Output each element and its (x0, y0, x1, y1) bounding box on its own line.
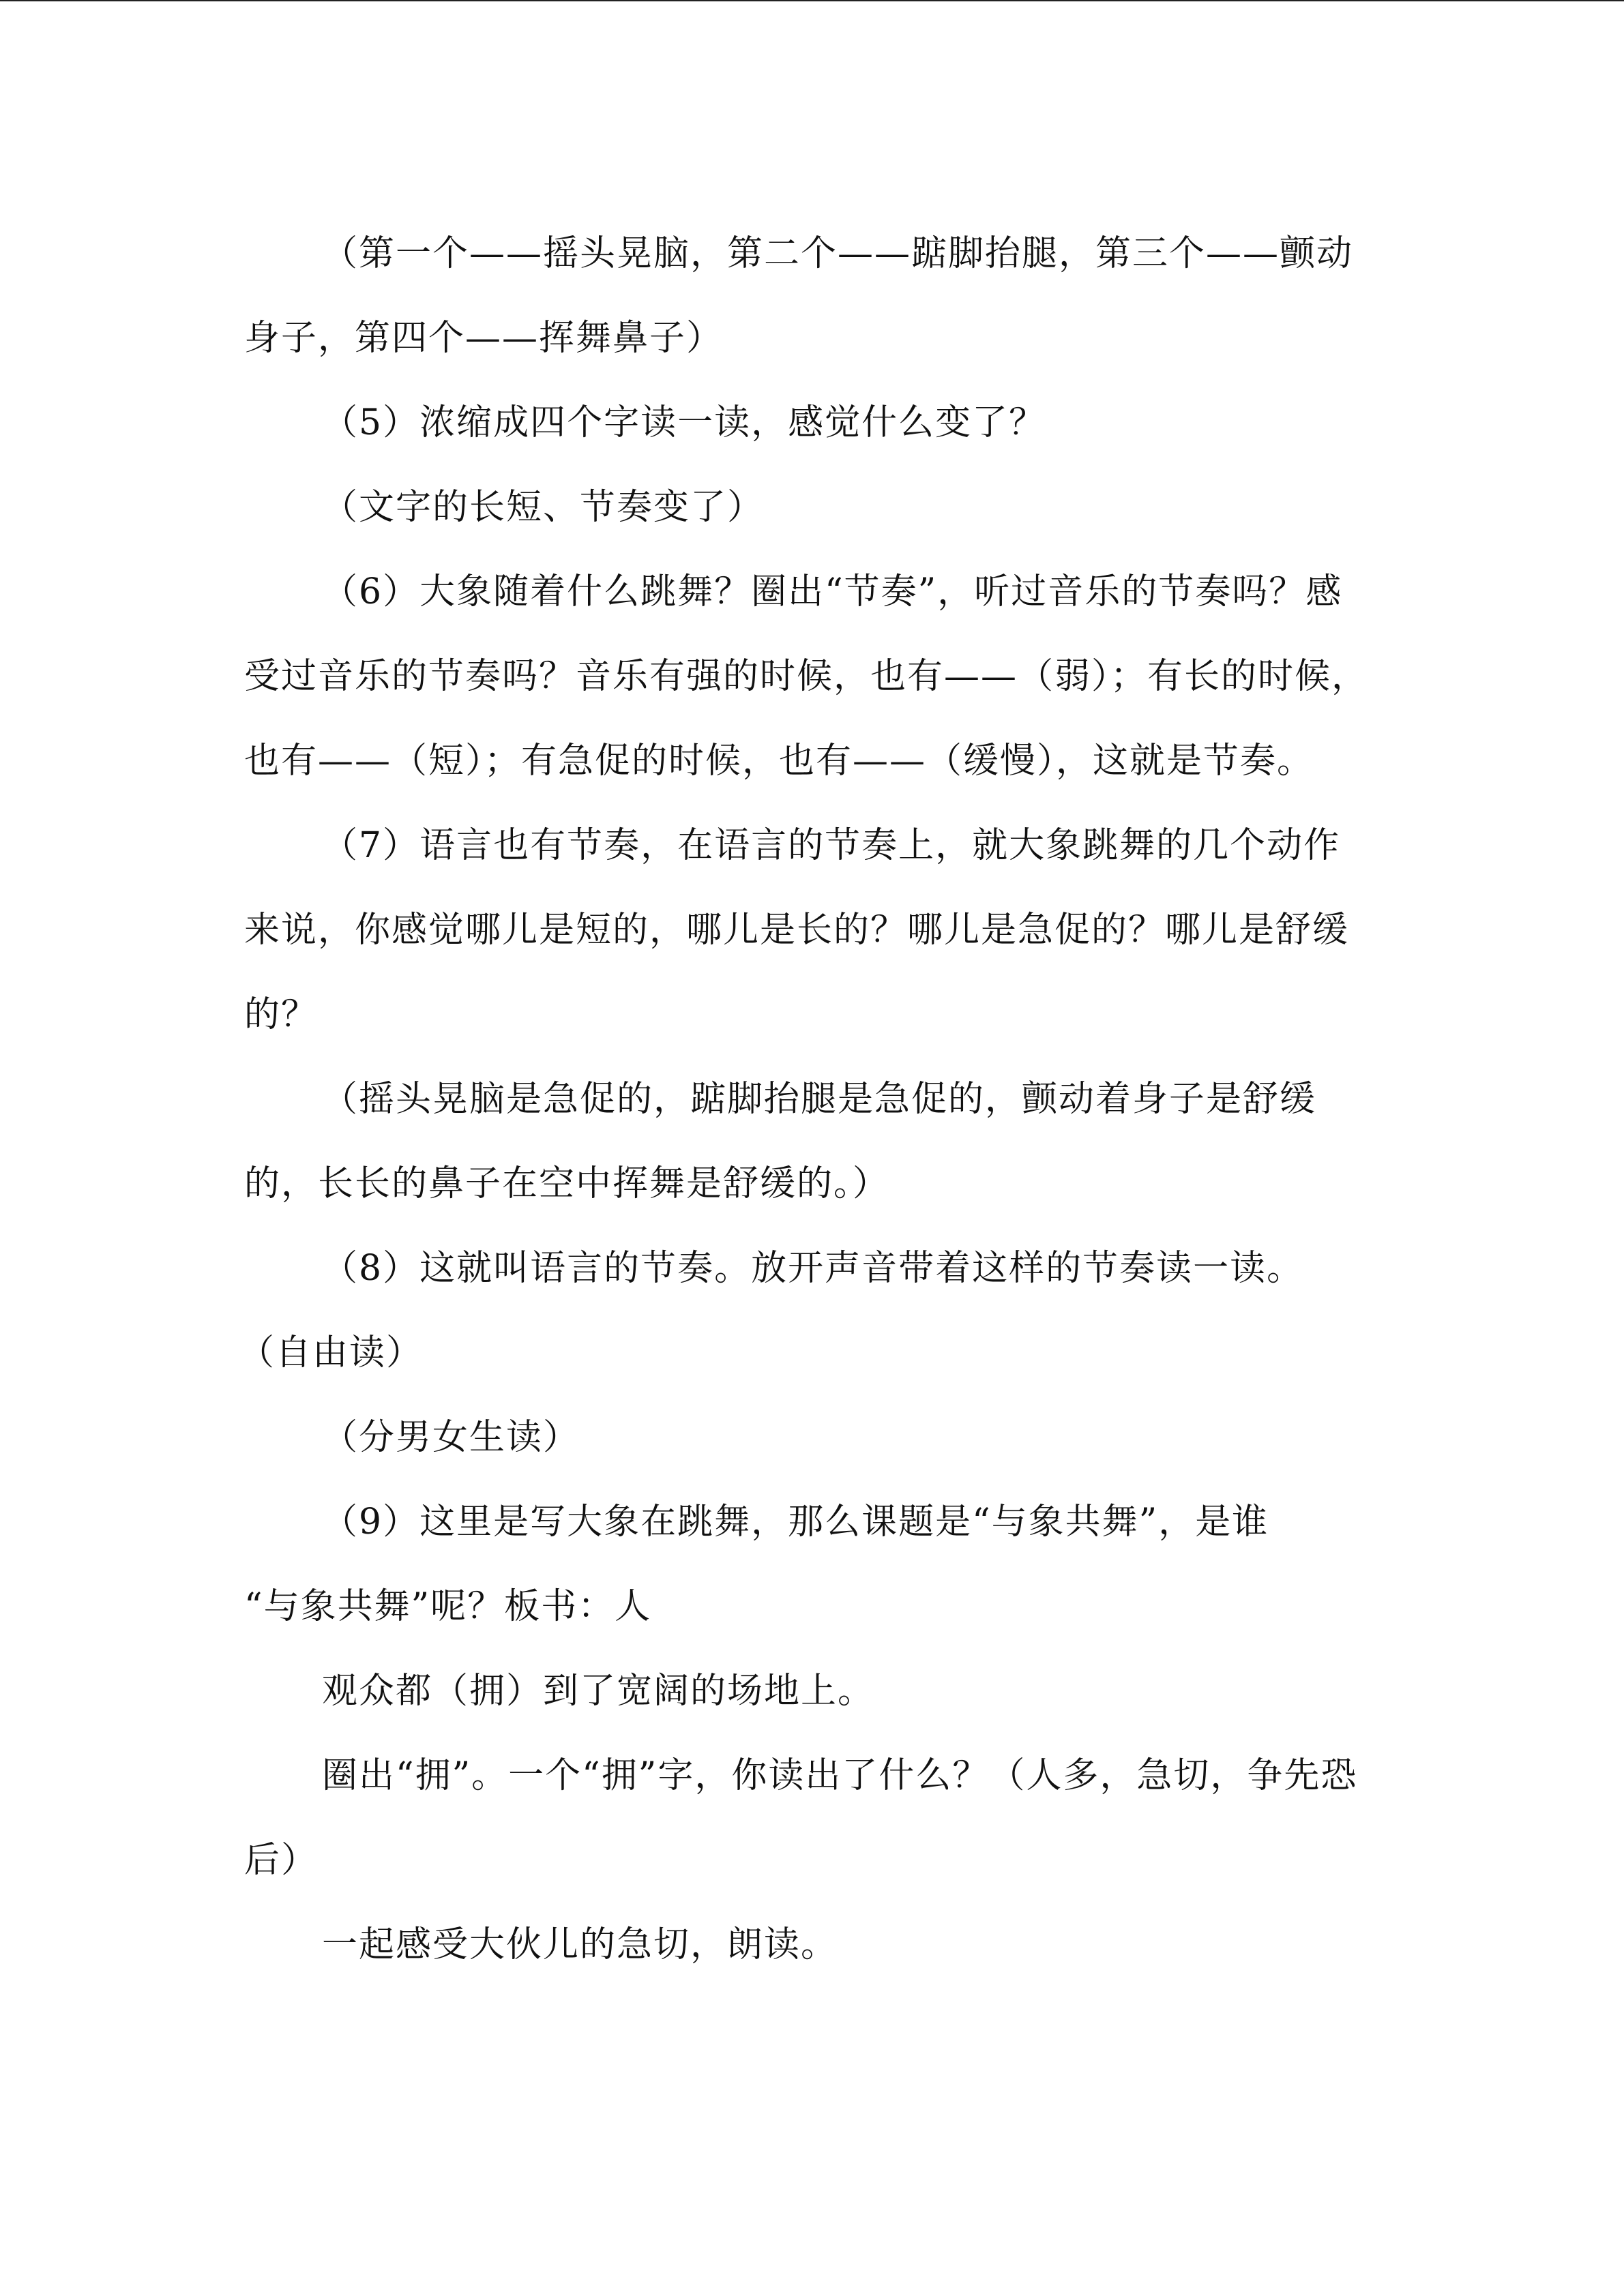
paragraph-step-7: （7）语言也有节奏，在语言的节奏上，就大象跳舞的几个动作来说，你感觉哪儿是短的，哪儿是长的？哪儿是急促的？哪儿是舒缓的？ (244, 825, 1350, 1035)
paragraph-step-5: （5）浓缩成四个字读一读，感觉什么变了？ (322, 402, 1046, 443)
paragraph-step-9: （9）这里是写大象在跳舞，那么课题是“与象共舞”，是谁 (322, 1502, 1269, 1542)
paragraph-audience-sentence: 观众都（拥）到了宽阔的场地上。 (322, 1671, 875, 1712)
paragraph-circle-yong: 圈出“拥”。一个“拥”字，你读出了什么？（人多，急切，争先恐后） (244, 1755, 1358, 1881)
paragraph-step-7-answer: （摇头晃脑是急促的，踮脚抬腿是急促的，颤动着身子是舒缓的，长长的鼻子在空中挥舞是舒缓的。） (244, 1079, 1317, 1204)
paragraph-step-5-answer: （文字的长短、节奏变了） (322, 487, 765, 528)
paragraph-step-6: （6）大象随着什么跳舞？圈出“节奏”，听过音乐的节奏吗？感受过音乐的节奏吗？音乐有强的时候，也有——（弱）；有长的时候，也有——（短）；有急促的时候，也有——（缓慢），这就是节奏。 (244, 571, 1369, 781)
document-page (239, 211, 1376, 1987)
paragraph-step-9-continued: “与象共舞”呢？板书：人 (244, 1586, 652, 1627)
paragraph-group-reading: （分男女生读） (322, 1417, 580, 1458)
top-border-rule (0, 0, 1624, 1)
paragraph-step-8: （8）这就叫语言的节奏。放开声音带着这样的节奏读一读。 (322, 1248, 1304, 1289)
paragraph-read-aloud: 一起感受大伙儿的急切，朗读。 (322, 1924, 838, 1965)
paragraph-actions-list: （第一个——摇头晃脑，第二个——踮脚抬腿，第三个——颤动身子，第四个——挥舞鼻子） (244, 233, 1354, 359)
paragraph-free-reading: （自由读） (239, 1332, 424, 1373)
